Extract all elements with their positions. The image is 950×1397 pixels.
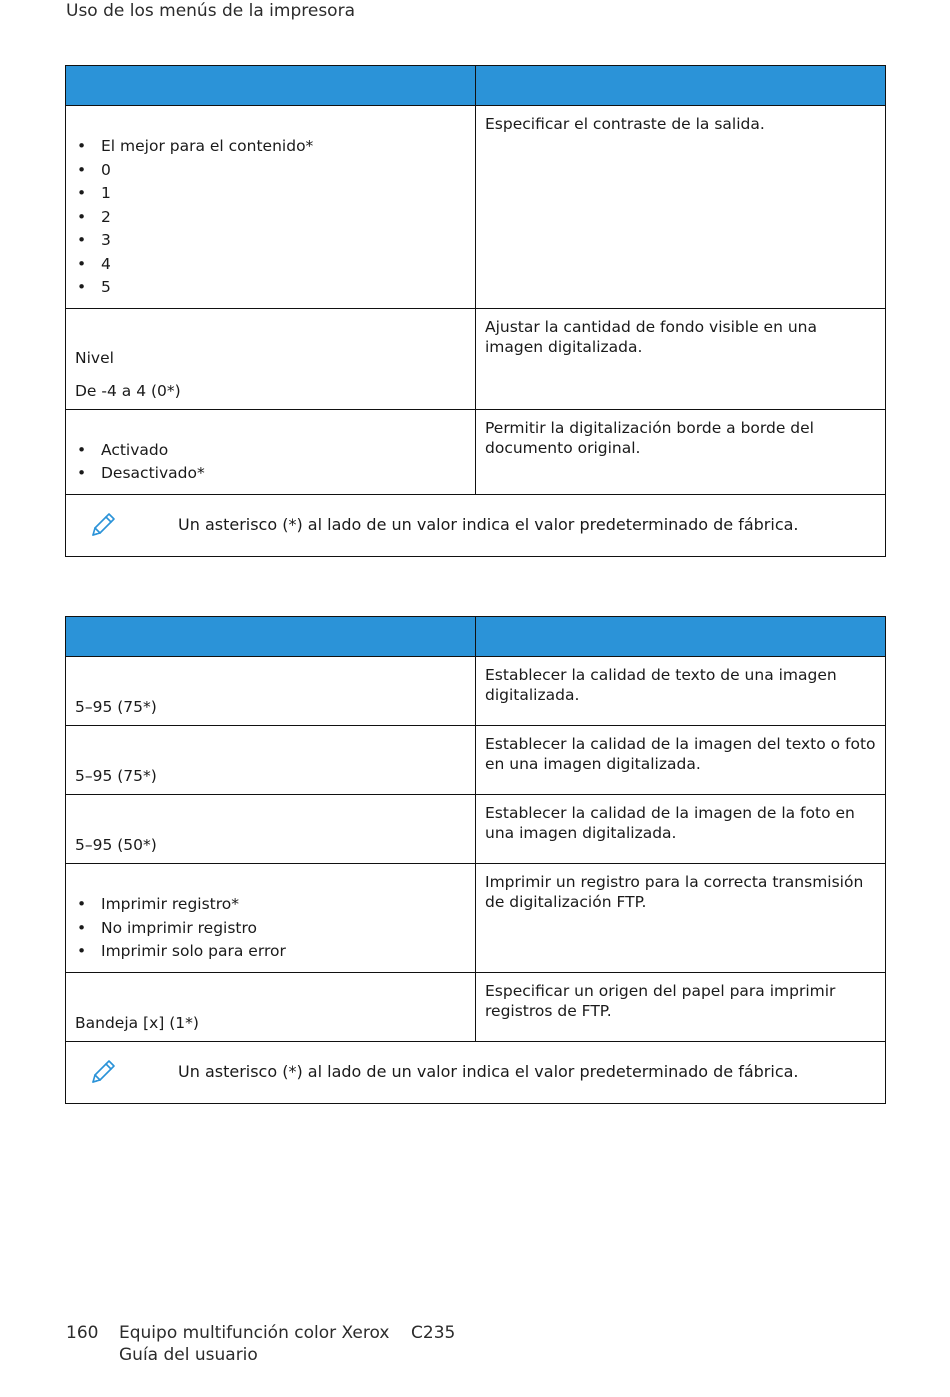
list-item: • Activado (75, 439, 466, 463)
pencil-icon (88, 510, 118, 540)
option-value: Bandeja [x] (1*) (75, 1013, 199, 1032)
description-cell (476, 795, 886, 864)
note-text: Un asterisco (*) al lado de un valor indica el valor predeterminado de fábrica. (178, 1061, 799, 1081)
list-item: • Desactivado* (75, 462, 466, 486)
option-cell (66, 795, 476, 864)
table-row (66, 106, 886, 309)
list-item: • 1 (75, 182, 466, 206)
table-header-cell (66, 66, 476, 106)
table-row (66, 972, 886, 1041)
description-text: Establecer la calidad de la imagen del texto o foto en una imagen digitalizada. (485, 735, 876, 773)
list-item: • 5 (75, 276, 466, 300)
option-list (75, 135, 466, 300)
page-number: 160 (66, 1323, 99, 1343)
option-cell (66, 657, 476, 726)
list-item: • 3 (75, 229, 466, 253)
option-list (75, 893, 466, 964)
note-text: Un asterisco (*) al lado de un valor indica el valor predeterminado de fábrica. (178, 514, 799, 534)
note-row (66, 494, 886, 556)
list-item: • 0 (75, 159, 466, 183)
description-cell (476, 657, 886, 726)
menu-table-2 (65, 616, 886, 1104)
list-item: • 2 (75, 206, 466, 230)
list-item: • No imprimir registro (75, 917, 466, 941)
list-item: • El mejor para el contenido* (75, 135, 466, 159)
note-cell (66, 494, 886, 556)
table-row (66, 864, 886, 973)
note-cell (66, 1041, 886, 1103)
table-row (66, 726, 886, 795)
description-cell (476, 972, 886, 1041)
description-text: Especificar un origen del papel para imprimir registros de FTP. (485, 981, 836, 1020)
list-item: • Imprimir registro* (75, 893, 466, 917)
table-header-row (66, 66, 886, 106)
description-cell (476, 726, 886, 795)
option-cell (66, 409, 476, 494)
table-header-row (66, 617, 886, 657)
option-label: Nivel (75, 348, 114, 367)
running-header: Uso de los menús de la impresora (66, 1, 355, 21)
description-cell (476, 409, 886, 494)
table-row (66, 308, 886, 409)
option-cell (66, 972, 476, 1041)
table-header-cell (66, 617, 476, 657)
table-header-cell (476, 617, 886, 657)
list-item: • 4 (75, 253, 466, 277)
option-value: 5–95 (75*) (75, 698, 157, 716)
option-value: 5–95 (75*) (75, 767, 157, 785)
option-cell (66, 106, 476, 309)
option-cell (66, 308, 476, 409)
menu-table-1 (65, 65, 886, 557)
list-item: • Imprimir solo para error (75, 940, 466, 964)
product-name: Equipo multifunción color Xerox C235 (119, 1323, 456, 1343)
pencil-icon (88, 1057, 118, 1087)
guide-name: Guía del usuario (119, 1345, 258, 1365)
description-text: Especificar el contraste de la salida. (485, 115, 765, 133)
table-row (66, 795, 886, 864)
description-cell (476, 106, 886, 309)
description-cell (476, 308, 886, 409)
description-text: Imprimir un registro para la correcta transmisión de digitalización FTP. (485, 873, 864, 911)
option-value: De -4 a 4 (0*) (75, 381, 181, 400)
description-text: Establecer la calidad de texto de una imagen digitalizada. (485, 666, 837, 704)
table-header-cell (476, 66, 886, 106)
option-cell (66, 726, 476, 795)
note-row (66, 1041, 886, 1103)
option-list (75, 439, 466, 486)
table-row (66, 409, 886, 494)
table-row (66, 657, 886, 726)
description-cell (476, 864, 886, 973)
option-cell (66, 864, 476, 973)
description-text: Permitir la digitalización borde a borde del documento original. (485, 418, 814, 457)
option-value: 5–95 (50*) (75, 836, 157, 854)
description-text: Ajustar la cantidad de fondo visible en una imagen digitalizada. (485, 317, 817, 356)
description-text: Establecer la calidad de la imagen de la foto en una imagen digitalizada. (485, 804, 855, 842)
